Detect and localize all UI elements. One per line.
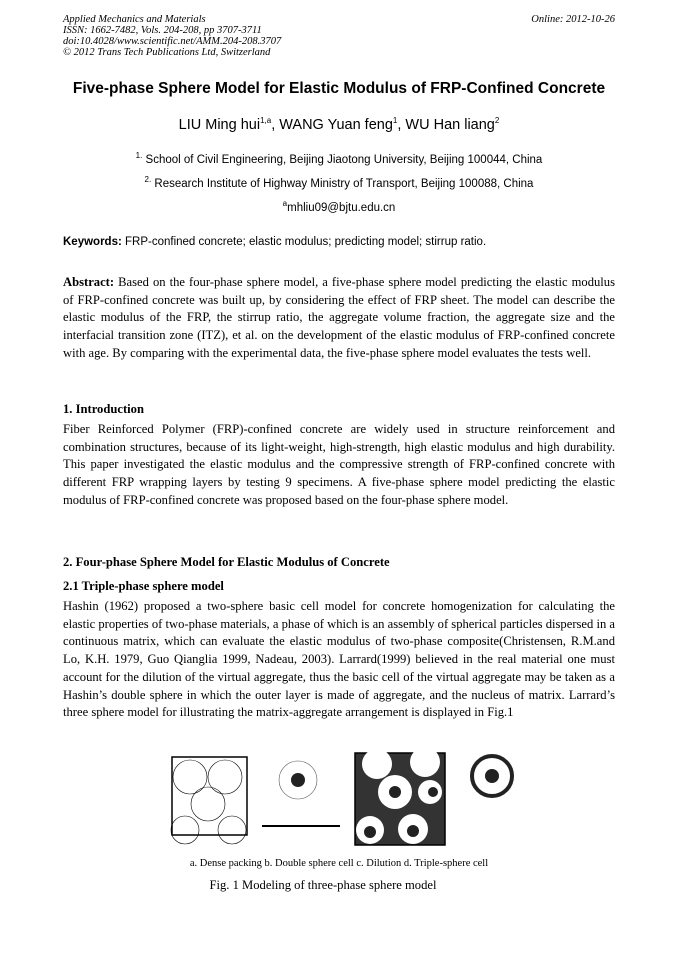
abstract-label: Abstract:	[63, 275, 115, 289]
author: WANG Yuan feng	[279, 116, 393, 133]
journal-header	[63, 14, 281, 58]
affiliation	[0, 175, 678, 190]
email	[0, 199, 678, 214]
figure-1	[170, 752, 550, 852]
author-sup: 1	[392, 116, 398, 125]
intro-paragraph: Fiber Reinforced Polymer (FRP)-confined concrete are widely used in structure reinforcement and combination structures, because of its light-weight, high-strength, high elastic modulus and high durability. This paper investigated the elastic modulus and the compressive strength of FRP-confined concrete with different FRP wrapping layers by testing 9 specimens. A five-phase sphere model predicting the elastic modulus of FRP-confined concrete was proposed based on the four-phase sphere model.	[63, 422, 615, 507]
arrow-icon	[262, 825, 340, 827]
copyright: © 2012 Trans Tech Publications Ltd, Switzerland	[63, 47, 271, 58]
figure-caption: Fig. 1 Modeling of three-phase sphere model	[209, 878, 437, 892]
aff-sup: 1.	[135, 151, 143, 160]
aff-text: School of Civil Engineering, Beijing Jiaotong University, Beijing 100044, China	[145, 153, 543, 166]
section-heading: 1. Introduction	[63, 402, 144, 416]
author-sup: 2	[494, 116, 500, 125]
email-sup: a	[282, 199, 288, 208]
abstract	[63, 274, 615, 363]
dilution-diagram	[355, 752, 445, 845]
author: WU Han liang	[405, 116, 495, 133]
doi: doi:10.4028/www.scientific.net/AMM.204-208.3707	[63, 36, 282, 47]
authors: LIU Ming hui$^{1,a}$, WANG Yuan feng$^1$, WU Han liang$^2$	[178, 116, 500, 133]
aff-sup: 2.	[144, 175, 152, 184]
dense-packing-diagram	[171, 757, 247, 844]
aff-text: Research Institute of Highway Ministry of Transport, Beijing 100088, China	[154, 177, 534, 190]
author-sup: 1,a	[260, 116, 272, 125]
abstract-text: Based on the four-phase sphere model, a five-phase sphere model predicting the elastic modulus of FRP-confined concrete was built up, by considering the effect of FRP sheet. The model can describe the elastic modulus of the FRP, the stirrup ratio, the aggregate volume fraction, the aggregate size and the interfacial transition zone (ITZ), et al. on the development of the elastic modulus of FRP-confined concrete with age. By comparing with the experimental data, the five-phase sphere model evaluates the tests well.	[63, 275, 616, 360]
issn: ISSN: 1662-7482, Vols. 204-208, pp 3707-3711	[63, 25, 262, 36]
section-heading: 2. Four-phase Sphere Model for Elastic Modulus of Concrete	[63, 555, 390, 569]
keywords-label: Keywords:	[63, 236, 122, 248]
author: LIU Ming hui	[178, 116, 261, 133]
affiliation	[0, 151, 678, 166]
double-sphere-diagram	[279, 761, 317, 799]
email-text: mhliu09@bjtu.edu.cn	[287, 201, 396, 214]
paper-title: Five-phase Sphere Model for Elastic Modulus of FRP-Confined Concrete	[72, 80, 606, 97]
triple-phase-paragraph: Hashin (1962) proposed a two-sphere basic cell model for concrete homogenization for calculating the elastic properties of two-phase materials, a phase of which is an assembly of spherical particles dispersed in a continuous matrix, which can evaluate the elastic modulus of two-phase composite(Christensen, R.M.and Lo, K.H. 1979, Guo Qianglia 1999, Nadeau, 2003). Larrard(1999) believed in the real material one must account for the dilution of the virtual aggregate, thus the basic cell of the virtual aggregate may be taken as a Hashin’s double sphere in which the outer layer is made of aggregate, and the nucleus of matrix. Larrard’s three sphere model for illustrating the matrix-aggregate arrangement is displayed in Fig.1	[63, 599, 615, 720]
online-date: Online: 2012-10-26	[531, 14, 615, 25]
figure-subcaptions: a. Dense packing b. Double sphere cell c. Dilution d. Triple-sphere cell	[189, 858, 489, 869]
keywords	[63, 236, 486, 248]
subsection-heading: 2.1 Triple-phase sphere model	[63, 579, 224, 593]
journal-name: Applied Mechanics and Materials	[63, 14, 206, 25]
triple-sphere-diagram	[472, 756, 512, 796]
keywords-text: FRP-confined concrete; elastic modulus; predicting model; stirrup ratio.	[125, 236, 487, 248]
